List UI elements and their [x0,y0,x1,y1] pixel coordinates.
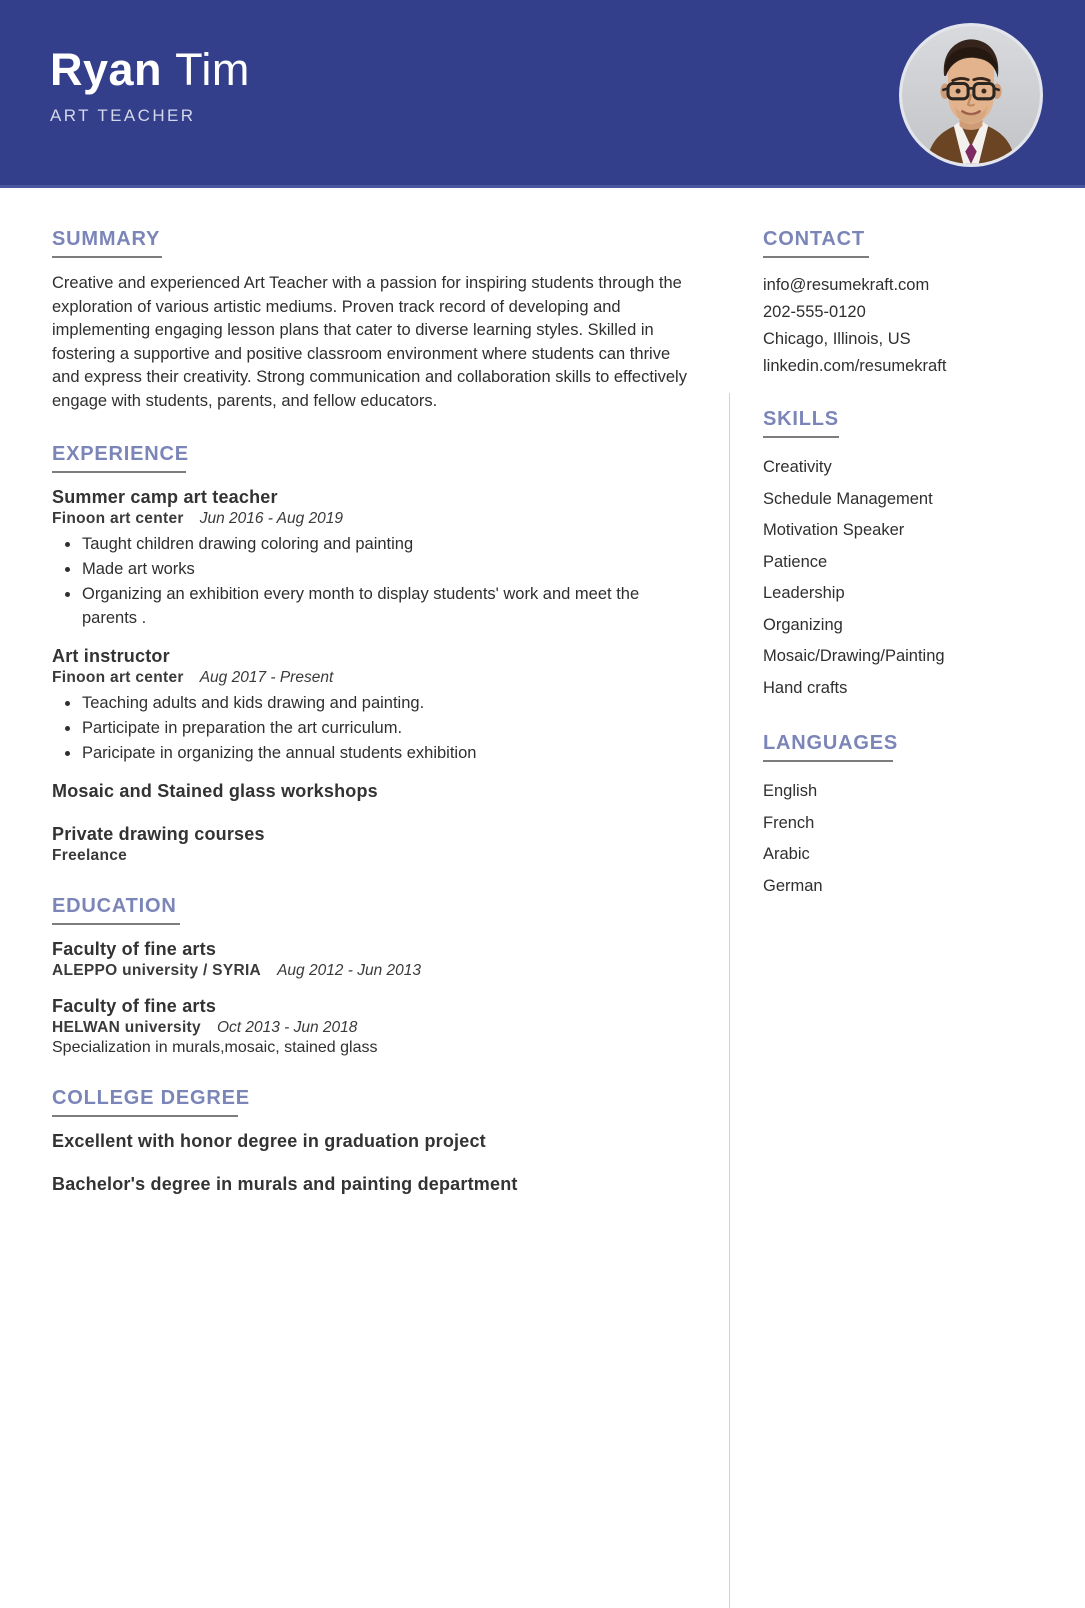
experience-entry [52,781,697,802]
contact-location: Chicago, Illinois, US [763,330,911,348]
list-item: Participate in preparation the art curriculum. [82,716,697,740]
summary-heading-rule [52,256,162,258]
summary-text: Creative and experienced Art Teacher with a passion for inspiring students through the exploration of various artistic mediums. Proven track record of developing and implementing engaging lesson plans that cater to diverse learning styles. Skilled in fostering a supportive and positive classroom environment where students can thrive and express their creativity. Strong communication and collaboration skills to effectively engage with students, parents, and fellow educators. [52,274,687,410]
experience-org: Finoon art center [52,669,184,686]
languages-heading-rule [763,760,893,762]
avatar [899,23,1043,167]
languages-section [763,732,1048,902]
education-dates: Aug 2012 - Jun 2013 [277,962,421,979]
education-org: HELWAN university [52,1019,201,1036]
contact-phone[interactable]: 202-555-0120 [763,303,866,321]
education-dates: Oct 2013 - Jun 2018 [216,1019,358,1036]
education-heading: EDUCATION [52,895,177,917]
education-subline [52,962,697,980]
education-section [52,895,697,1057]
experience-title: Private drawing courses [52,824,265,844]
column-divider [729,393,730,1608]
skills-heading-rule [763,436,839,438]
list-item: Organizing an exhibition every month to display students' work and meet the parents . [82,582,697,630]
list-item: Made art works [82,557,697,581]
education-note: Specialization in murals,mosaic, stained glass [52,1039,378,1056]
list-item: French [763,813,815,832]
experience-entry [52,824,697,865]
contact-heading: CONTACT [763,228,865,250]
college-degree-entry [52,1174,697,1195]
full-name [50,44,250,96]
list-item: Patience [763,552,828,571]
experience-org: Freelance [52,847,128,864]
first-name: Ryan [50,44,163,95]
experience-entry [52,646,697,765]
main-column [52,228,697,1225]
experience-heading-rule [52,471,186,473]
college-degree-heading: COLLEGE DEGREE [52,1087,250,1109]
experience-bullets [52,532,697,630]
education-title: Faculty of fine arts [52,996,217,1016]
education-entry [52,939,697,980]
list-item: Teaching adults and kids drawing and painting. [82,691,697,715]
experience-bullets [52,691,697,765]
experience-subline [52,847,697,865]
college-degree-section [52,1087,697,1195]
list-item: Paricipate in organizing the annual students exhibition [82,741,697,765]
portrait-photo-icon [902,26,1040,164]
list-item: Motivation Speaker [763,521,905,539]
experience-subline [52,669,697,687]
list-item: Taught children drawing coloring and painting [82,532,697,556]
experience-dates: Jun 2016 - Aug 2019 [199,510,344,527]
summary-section [52,228,697,413]
experience-title: Art instructor [52,646,170,666]
list-item: Mosaic/Drawing/Painting [763,647,945,665]
education-org: ALEPPO university / SYRIA [52,962,262,979]
list-item: Hand crafts [763,678,848,697]
summary-heading: SUMMARY [52,228,161,250]
education-heading-rule [52,923,180,925]
college-degree-entry [52,1131,697,1152]
list-item: German [763,876,823,895]
contact-email[interactable]: info@resumekraft.com [763,276,930,294]
list-item: Creativity [763,458,832,476]
last-name: Tim [175,44,250,95]
list-item: Schedule Management [763,489,933,508]
list-item: Arabic [763,845,810,863]
education-title: Faculty of fine arts [52,939,217,959]
job-title: ART TEACHER [50,106,196,125]
contact-heading-rule [763,256,869,258]
sidebar-column [763,228,1048,930]
experience-title: Summer camp art teacher [52,487,278,507]
college-degree-title: Excellent with honor degree in graduation project [52,1131,486,1151]
experience-heading: EXPERIENCE [52,443,189,465]
contact-linkedin[interactable]: linkedin.com/resumekraft [763,357,947,375]
experience-section [52,443,697,865]
college-degree-heading-rule [52,1115,238,1117]
contact-section [763,228,1048,380]
header-name-block [50,44,250,126]
resume-header-banner [0,0,1085,188]
experience-entry [52,487,697,630]
education-subline [52,1019,697,1037]
list-item: Leadership [763,584,845,602]
skills-heading: SKILLS [763,408,839,430]
experience-dates: Aug 2017 - Present [199,669,334,686]
college-degree-title: Bachelor's degree in murals and painting department [52,1174,518,1194]
experience-org: Finoon art center [52,510,184,527]
experience-title: Mosaic and Stained glass workshops [52,781,378,801]
list-item: Organizing [763,615,843,634]
experience-subline [52,510,697,528]
education-entry [52,996,697,1057]
skills-section [763,408,1048,704]
languages-heading: LANGUAGES [763,732,898,754]
list-item: English [763,782,818,800]
